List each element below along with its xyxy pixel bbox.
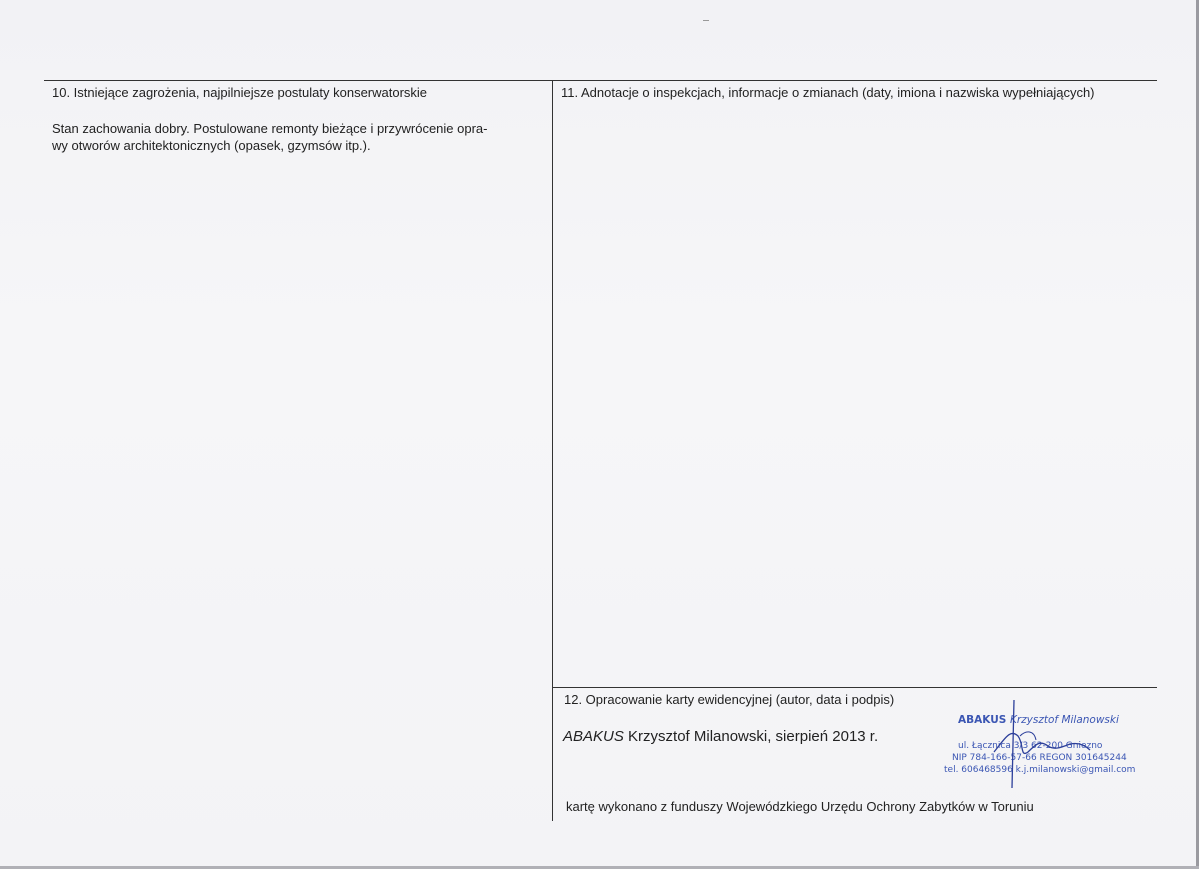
author-company: ABAKUS <box>563 728 624 745</box>
stamp-contact: tel. 606468596 k.j.milanowski@gmail.com <box>944 765 1136 775</box>
top-rule-right <box>553 80 1157 81</box>
stamp-company: ABAKUS <box>958 714 1007 726</box>
author-line <box>563 728 878 746</box>
scan-mark <box>703 20 709 21</box>
stamp-ids: NIP 784-166-57-66 REGON 301645244 <box>952 753 1127 763</box>
section10-text-line2: wy otworów architektonicznych (opasek, gzymsów itp.). <box>52 138 371 153</box>
section10-text-line1: Stan zachowania dobry. Postulowane remonty bieżące i przywrócenie opra- <box>52 121 488 136</box>
funding-note: kartę wykonano z funduszy Wojewódzkiego Urzędu Ochrony Zabytków w Toruniu <box>566 799 1034 814</box>
column-divider <box>552 80 553 821</box>
stamp-header <box>958 715 1119 725</box>
top-rule-left <box>44 80 552 81</box>
section12-title: 12. Opracowanie karty ewidencyjnej (autor, data i podpis) <box>564 692 895 707</box>
section12-rule <box>553 687 1157 688</box>
section10-title: 10. Istniejące zagrożenia, najpilniejsze postulaty konserwatorskie <box>52 85 428 100</box>
stamp-owner: Krzysztof Milanowski <box>1009 714 1119 726</box>
company-stamp <box>930 705 1150 785</box>
author-name-date: Krzysztof Milanowski, sierpień 2013 r. <box>623 728 879 745</box>
section11-title: 11. Adnotacje o inspekcjach, informacje o zmianach (daty, imiona i nazwiska wypełniających) <box>561 85 1095 100</box>
stamp-address: ul. Łącznica 3/3 62-200 Gniezno <box>958 741 1103 751</box>
